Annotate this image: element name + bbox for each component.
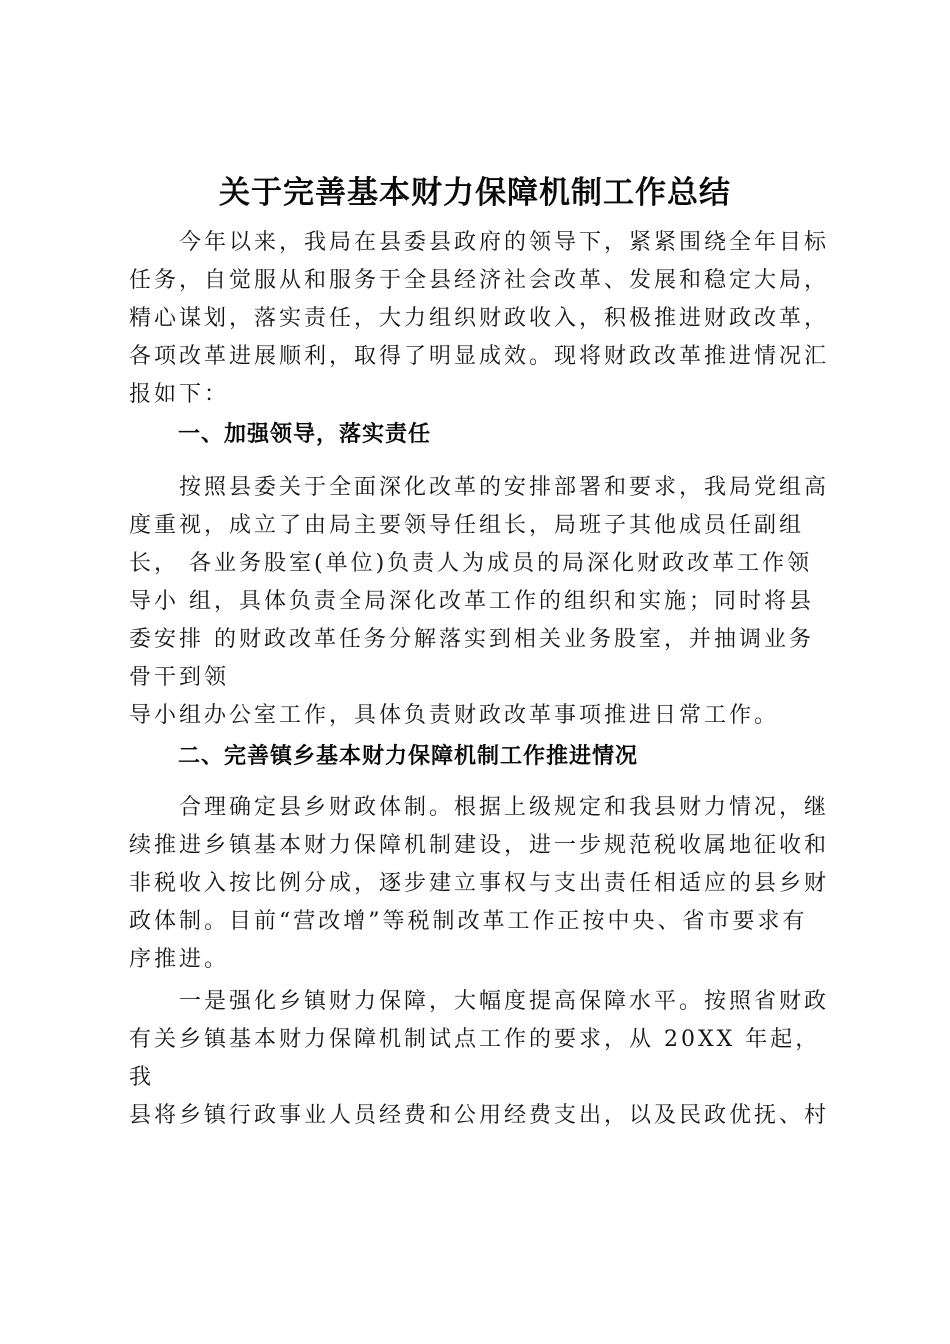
section-heading-2: 二、完善镇乡基本财力保障机制工作推进情况 [178, 744, 639, 769]
section-heading-1: 一、加强领导，落实责任 [178, 422, 432, 447]
paragraph-line: 续推进乡镇基本财力保障机制建设，进一步规范税收属地征收和 [129, 833, 829, 858]
paragraph-line: 长， 各业务股室(单位)负责人为成员的局深化财政改革工作领 [129, 551, 813, 576]
section1-paragraph [129, 469, 829, 735]
paragraph-line: 导小 组，具体负责全局深化改革工作的组织和实施；同时将县 [129, 589, 814, 614]
paragraph-line: 各项改革进展顺利，取得了明显成效。现将财政改革推进情况汇 [129, 344, 829, 369]
paragraph-line: 骨干到领 [129, 665, 230, 690]
paragraph-line: 导小组办公室工作，具体负责财政改革事项推进日常工作。 [129, 703, 780, 728]
document-title: 关于完善基本财力保障机制工作总结 [219, 175, 731, 211]
section2-paragraph-2 [129, 983, 829, 1135]
paragraph-line: 精心谋划，落实责任，大力组织财政收入，积极推进财政改革， [129, 306, 829, 331]
paragraph-line: 一是强化乡镇财力保障，大幅度提高保障水平。按照省财政 [179, 989, 829, 1014]
paragraph-line: 度重视，成立了由局主要领导任组长，局班子其他成员任副组 [129, 513, 805, 538]
paragraph-line: 合理确定县乡财政体制。根据上级规定和我县财力情况，继 [179, 795, 829, 820]
paragraph-line: 今年以来，我局在县委县政府的领导下，紧紧围绕全年目标 [179, 230, 829, 255]
section2-paragraph-1 [129, 789, 829, 979]
paragraph-line: 县将乡镇行政事业人员经费和公用经费支出，以及民政优抚、村 [129, 1103, 829, 1128]
paragraph-line: 有关乡镇基本财力保障机制试点工作的要求，从 20XX 年起， [129, 1027, 821, 1052]
paragraph-line: 报如下： [129, 382, 230, 407]
paragraph-line: 任务，自觉服从和服务于全县经济社会改革、发展和稳定大局， [129, 268, 829, 293]
paragraph-line: 我 [129, 1065, 155, 1090]
intro-paragraph [129, 224, 829, 414]
paragraph-line: 委安排 的财政改革任务分解落实到相关业务股室，并抽调业务 [129, 627, 814, 652]
paragraph-line: 序推进。 [129, 947, 230, 972]
paragraph-line: 政体制。目前“营改增”等税制改革工作正按中央、省市要求有 [129, 909, 808, 934]
paragraph-line: 非税收入按比例分成，逐步建立事权与支出责任相适应的县乡财 [129, 871, 829, 896]
paragraph-line: 按照县委关于全面深化改革的安排部署和要求，我局党组高 [179, 475, 829, 500]
